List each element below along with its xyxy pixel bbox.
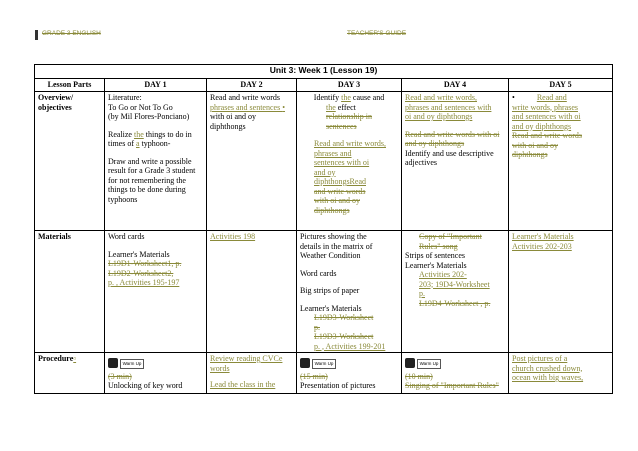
- materials-day-3: Pictures showing the details in the matrix of Weather Condition Word cards Big strips of paper Learner's Materials L19D3-Worksheet p. L19D3-Worksheet p. , Activities 199-201: [297, 231, 402, 353]
- overview-day-2: Read and write words phrases and sentences • with oi and oy diphthongs: [207, 92, 297, 231]
- col-header-day-1: DAY 1: [105, 79, 207, 92]
- procedure-label: Procedure▫: [35, 353, 105, 394]
- column-header-row: [35, 79, 613, 92]
- materials-label: Materials: [35, 231, 105, 353]
- table-title: Unit 3: Week 1 (Lesson 19): [35, 65, 613, 79]
- header-margin-bar: [35, 30, 38, 40]
- lesson-plan-table: [34, 64, 613, 394]
- header-right: TEACHER'S GUIDE: [347, 30, 407, 37]
- col-header-day-5: DAY 5: [509, 79, 613, 92]
- header-left: GRADE 3 ENGLISH: [42, 30, 101, 37]
- procedure-day-1: Warm Up (3 min) Unlocking of key word: [105, 353, 207, 394]
- overview-day-4: Read and write words, phrases and sentences with oi and oy diphthongs Read and write words with oi and oy diphthongs Identify and use descriptive adjectives: [402, 92, 509, 231]
- col-header-day-2: DAY 2: [207, 79, 297, 92]
- warm-up-icon: Warm Up: [300, 357, 334, 369]
- overview-day-1: Literature: To Go or Not To Go (by Mil Flores-Ponciano) Realize the things to do in times of a typhoon- Draw and write a possible result for a Grade 3 student for not remembering the things to be done during typhoons: [105, 92, 207, 231]
- col-header-day-3: DAY 3: [297, 79, 402, 92]
- materials-day-1: Word cards Learner's Materials L19D1-Worksheet1, p. L19D2-Worksheet2, p. , Activities 195-197: [105, 231, 207, 353]
- overview-day-3: Identify the cause and the effect relationship in sentences Read and write words, phrases and sentences with oi and oy diphthongsRead and write words with oi and oy diphthongs: [297, 92, 402, 231]
- materials-day-5: Learner's Materials Activities 202-203: [509, 231, 613, 353]
- procedure-day-4: Warm Up (10 min) Singing of "Important Rules": [402, 353, 509, 394]
- procedure-day-3: Warm Up (15 min) Presentation of pictures: [297, 353, 402, 394]
- overview-label: Overview/ objectives: [35, 92, 105, 231]
- materials-row: [35, 231, 613, 353]
- procedure-row: [35, 353, 613, 394]
- col-header-lesson-parts: Lesson Parts: [35, 79, 105, 92]
- overview-row: [35, 92, 613, 231]
- procedure-day-5: Post pictures of a church crushed down, ocean with big waves,: [509, 353, 613, 394]
- overview-day-5: • Read and write words, phrases and sentences with oi and oy diphthongs Read and write words with oi and oy diphthongs: [509, 92, 613, 231]
- procedure-day-2: Review reading CVCe words Lead the class in the: [207, 353, 297, 394]
- warm-up-icon: Warm Up: [405, 357, 439, 369]
- col-header-day-4: DAY 4: [402, 79, 509, 92]
- materials-day-2: Activities 198: [207, 231, 297, 353]
- warm-up-icon: Warm Up: [108, 357, 142, 369]
- materials-day-4: Copy of "Important Rules" song Strips of sentences Learner's Materials Activities 202- 203; 19D4-Worksheet p. L19D4-Worksheet , p.: [402, 231, 509, 353]
